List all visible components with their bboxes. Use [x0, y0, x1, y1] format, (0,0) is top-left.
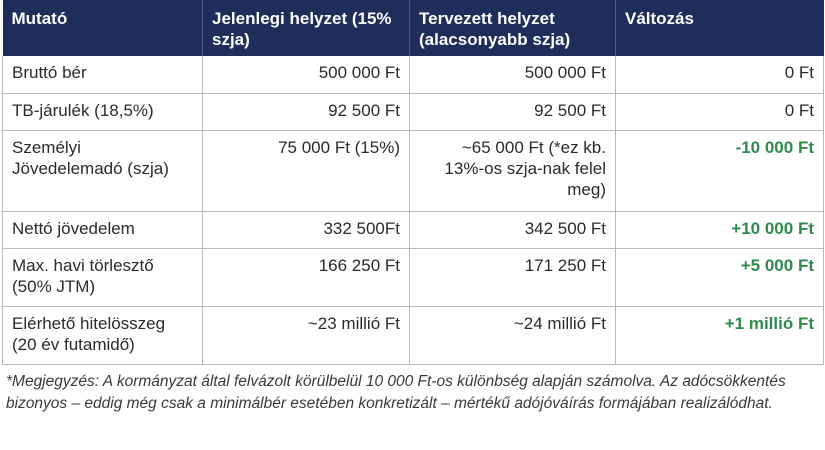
table-row: [3, 56, 824, 93]
planned-value: 171 250 Ft: [410, 248, 616, 306]
header-change: Változás: [616, 0, 824, 56]
current-value: 332 500Ft: [203, 211, 410, 248]
table-header: [3, 0, 824, 56]
footnote: *Megjegyzés: A kormányzat által felvázolt körülbelül 10 000 Ft-os különbség alapján számolva. Az adócsökkentés bizonyos – eddig még csak a minimálbér esetében konkretizált – mértékű adójóváírás formájában realizálódhat.: [6, 372, 786, 412]
change-value: -10 000 Ft: [616, 130, 824, 211]
row-label: Max. havi törlesztő (50% JTM): [3, 248, 203, 306]
change-value: +1 millió Ft: [616, 306, 824, 364]
row-label: Nettó jövedelem: [3, 211, 203, 248]
row-label: Bruttó bér: [3, 56, 203, 93]
change-value: +10 000 Ft: [616, 211, 824, 248]
current-value: 92 500 Ft: [203, 93, 410, 130]
header-planned-situation: Tervezett helyzet (alacsonyabb szja): [410, 0, 616, 56]
planned-value: 92 500 Ft: [410, 93, 616, 130]
current-value: 166 250 Ft: [203, 248, 410, 306]
current-value: 75 000 Ft (15%): [203, 130, 410, 211]
planned-value: ~24 millió Ft: [410, 306, 616, 364]
current-value: 500 000 Ft: [203, 56, 410, 93]
header-current-situation: Jelenlegi helyzet (15% szja): [203, 0, 410, 56]
current-value: ~23 millió Ft: [203, 306, 410, 364]
row-label: Elérhető hitelösszeg (20 év futamidő): [3, 306, 203, 364]
table-row: [3, 211, 824, 248]
header-indicator: Mutató: [3, 0, 203, 56]
table-body: [3, 56, 824, 364]
comparison-table: [2, 0, 824, 365]
table-row: [3, 306, 824, 364]
row-label: Személyi Jövedelemadó (szja): [3, 130, 203, 211]
row-label: TB-járulék (18,5%): [3, 93, 203, 130]
planned-value: ~65 000 Ft (*ez kb. 13%-os szja-nak felel meg): [410, 130, 616, 211]
change-value: +5 000 Ft: [616, 248, 824, 306]
table-row: [3, 248, 824, 306]
change-value: 0 Ft: [616, 93, 824, 130]
planned-value: 342 500 Ft: [410, 211, 616, 248]
table-row: [3, 130, 824, 211]
table-row: [3, 93, 824, 130]
planned-value: 500 000 Ft: [410, 56, 616, 93]
header-row: [3, 0, 824, 56]
change-value: 0 Ft: [616, 56, 824, 93]
